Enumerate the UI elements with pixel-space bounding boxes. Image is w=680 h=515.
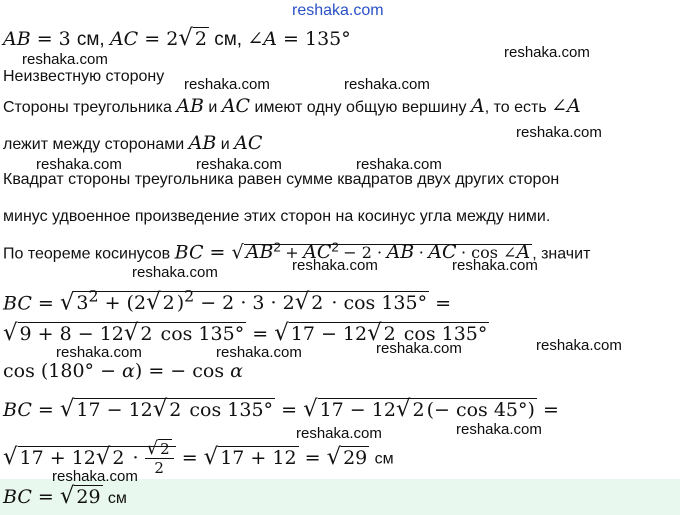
watermark: reshaka.com [344,76,430,93]
watermark: reshaka.com [456,421,542,438]
watermark: reshaka.com [132,264,218,281]
watermark: reshaka.com [184,76,270,93]
reduction-formula: cos (180° − α) = − cos α [3,360,243,382]
watermark: reshaka.com [452,257,538,274]
watermark: reshaka.com [536,337,622,354]
watermark: reshaka.com [196,156,282,173]
watermark: reshaka.com [356,156,442,173]
cosine-theorem-formula: По теореме косинусов BC = √ $AB^2 + AC^2 - 2$ · AB · AC · cos ∠A , значит [3,240,591,264]
law-of-cosines-text-1: Квадрат стороны треугольника равен сумме квадратов двух других сторон [3,171,560,188]
watermark: reshaka.com [296,425,382,442]
substitution-formula: BC = √ $3^2 + (2√$ 2 )$^2$ − 2 · 3 · 2√ 2 · cos 135° = [3,287,452,316]
given-line: AB = 3 см, AC = 2√ 2 см, ∠A = 135° [3,25,351,51]
shared-vertex-text: Стороны треугольника AB и AC имеют одну общую вершину A, то есть ∠A [3,95,581,117]
watermark: reshaka.com [216,344,302,361]
watermark: reshaka.com [376,340,462,357]
site-title[interactable]: reshaka.com [292,2,384,19]
reduction-substitution: BC = √ 17 − 12√ 2 cos 135° = √ 17 − 12√ 2 (− cos 45°) = [3,396,559,422]
simplified-formula: √ 9 + 8 − 12√ 2 cos 135° = √ 17 − 12√ 2 cos 135° [3,320,488,346]
watermark: reshaka.com [52,468,138,485]
watermark: reshaka.com [504,44,590,61]
watermark: reshaka.com [36,156,122,173]
watermark: reshaka.com [516,124,602,141]
watermark: reshaka.com [292,257,378,274]
between-sides-text: лежит между сторонами AB и AC [3,132,263,154]
watermark: reshaka.com [22,51,108,68]
watermark: reshaka.com [56,344,142,361]
unknown-side-text: Неизвестную сторону [3,68,165,85]
final-computation: √ 17 + 12√ 2 · $\frac{√ 2}{2}$ = √ 17 + 12 = √ 29 см [3,438,394,477]
law-of-cosines-text-2: минус удвоенное произведение этих сторон на косинус угла между ними. [3,208,551,225]
answer-line: BC = √ 29 см [3,483,127,509]
